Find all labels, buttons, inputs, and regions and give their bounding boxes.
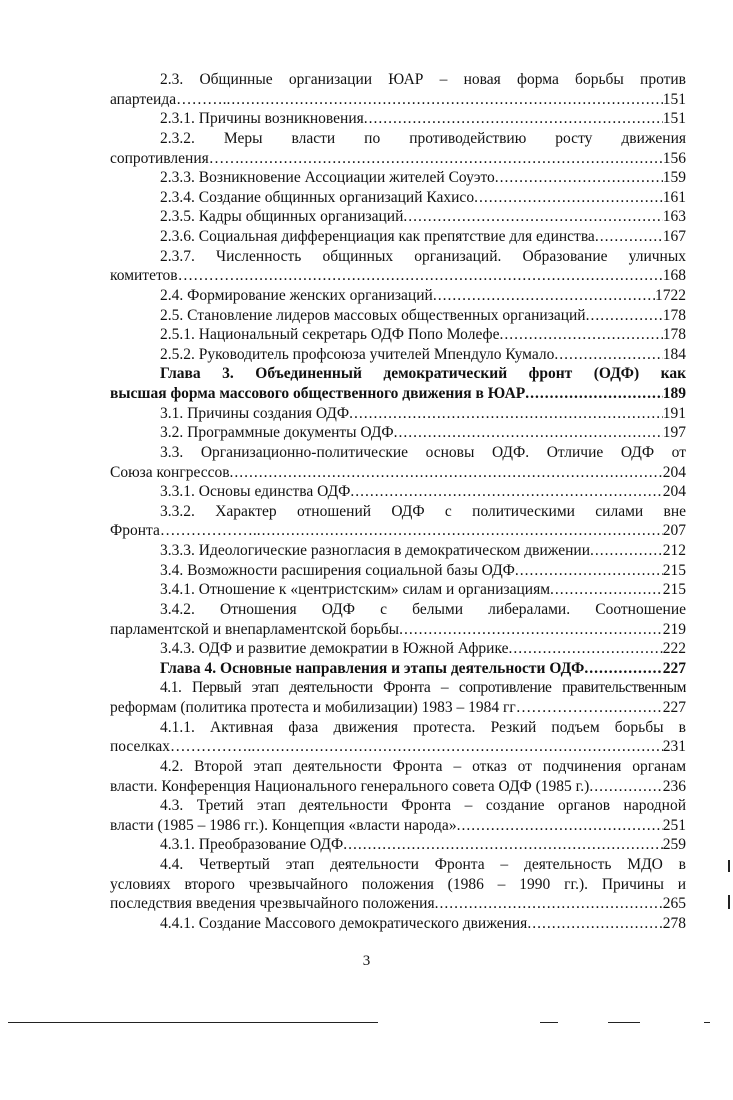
- toc-entry: [110, 580, 686, 600]
- toc-page-number: 151: [662, 90, 686, 108]
- toc-entry-last-line: [110, 149, 686, 169]
- toc-entry: [110, 659, 686, 679]
- toc-entry-last-line: [110, 777, 686, 797]
- toc-page-number: 278: [662, 914, 686, 932]
- toc-page-number: 222: [662, 640, 686, 658]
- toc-page-number: 178: [662, 326, 686, 344]
- toc-entry-title-line: 2.3.7. Численность общинных организаций. Образование уличных: [160, 247, 686, 265]
- dot-leader: [251, 737, 662, 757]
- toc-entry-title: 2.5. Становление лидеров массовых общественных организаций: [160, 306, 586, 324]
- toc-entry-title: апартеида……….: [110, 90, 227, 108]
- toc-entry-title: последствия введения чрезвычайного положения: [110, 895, 435, 913]
- toc-entry-last-line: [110, 168, 686, 188]
- toc-entry-last-line: [110, 345, 686, 365]
- toc-entry-last-line: [110, 914, 686, 934]
- toc-entry: [110, 835, 686, 855]
- dot-leader: [349, 404, 663, 424]
- dot-leader: [457, 816, 663, 836]
- toc-entry-title: 2.3.5. Кадры общинных организаций: [160, 208, 404, 226]
- toc-entry: [110, 325, 686, 345]
- toc-entry-title: Союза конгрессов: [110, 463, 230, 481]
- toc-entry-title: комитетов…………: [110, 267, 240, 285]
- dot-leader: [394, 423, 663, 443]
- toc-entry-last-line: [110, 423, 686, 443]
- toc-entry-title: Глава 4. Основные направления и этапы деятельности ОДФ: [160, 659, 585, 677]
- dot-leader: [227, 90, 663, 110]
- dot-leader: [525, 384, 663, 404]
- toc-entry: [110, 247, 686, 286]
- toc-entry-last-line: [110, 816, 686, 836]
- toc-entry: [110, 600, 686, 639]
- scan-artifact-mark: [540, 1022, 558, 1023]
- toc-entry-title-line: 3.3.2. Характер отношений ОДФ с политическими силами вне: [160, 502, 686, 520]
- toc-entry-last-line: [110, 620, 686, 640]
- toc-entry: [110, 561, 686, 581]
- page-number: 3: [362, 953, 371, 969]
- dot-leader: [527, 914, 662, 934]
- toc-entry-title: 2.3.6. Социальная дифференциация как препятствие для единства: [160, 228, 595, 245]
- dot-leader: [350, 482, 662, 502]
- toc-entry-title: сопротивления……: [110, 149, 240, 167]
- toc-page-number: 251: [662, 816, 686, 834]
- toc-entry-title-line: 4.1. Первый этап деятельности Фронта – сопротивление правительственным: [160, 679, 686, 697]
- toc-entry-title-line: 4.2. Второй этап деятельности Фронта – отказ от подчинения органам: [160, 757, 686, 775]
- dot-leader: [589, 777, 662, 797]
- toc-page-number: 163: [662, 208, 686, 226]
- toc-entry: [110, 168, 686, 188]
- toc-entry: [110, 109, 686, 129]
- toc-entry-title-line: 4.3. Третий этап деятельности Фронта – создание органов народной: [160, 797, 686, 815]
- toc-entry-title: реформам (политика протеста и мобилизации) 1983 – 1984 гг………………: [110, 699, 609, 716]
- toc-entry-last-line: [110, 306, 686, 326]
- dot-leader: [495, 168, 663, 188]
- toc-entry-title: 3.4.3. ОДФ и развитие демократии в Южной Африке: [160, 640, 509, 658]
- toc-entry: [110, 70, 686, 109]
- dot-leader: [515, 561, 663, 581]
- toc-entry-title: 3.4. Возможности расширения социальной базы ОДФ: [160, 561, 515, 579]
- toc-entry-title: парламентской и внепарламентской борьбы: [110, 620, 400, 638]
- toc-entry-title-line: 4.4. Четвертый этап деятельности Фронта – деятельность МДО в: [160, 856, 686, 873]
- toc-entry: [110, 286, 686, 306]
- toc-entry-last-line: [110, 384, 686, 404]
- toc-entry-last-line: [110, 521, 686, 541]
- toc-entry: [110, 541, 686, 561]
- toc-entry-title: 4.3.1. Преобразование ОДФ: [160, 836, 344, 854]
- toc-entry-last-line: [110, 188, 686, 208]
- toc-page-number: 231: [662, 738, 686, 756]
- toc-page-number: 197: [662, 424, 686, 442]
- dot-leader: [230, 463, 663, 483]
- toc-page-number: 151: [662, 110, 686, 128]
- toc-page-number: 236: [662, 777, 686, 795]
- toc-page-number: 259: [662, 836, 686, 854]
- toc-entry: [110, 443, 686, 482]
- dot-leader: [240, 149, 663, 169]
- toc-entry-title: 3.3.1. Основы единства ОДФ: [160, 483, 351, 501]
- dot-leader: [595, 227, 663, 247]
- toc-entry-title: 2.3.4. Создание общинных организаций Кахисо: [160, 188, 475, 206]
- table-of-contents: [110, 70, 686, 934]
- dot-leader: [609, 698, 663, 718]
- toc-entry: [110, 188, 686, 208]
- toc-entry-title: 3.4.1. Отношение к «центристским» силам и организациям: [160, 581, 551, 599]
- toc-page-number: 215: [662, 561, 686, 579]
- toc-entry-last-line: [110, 482, 686, 502]
- dot-leader: [240, 266, 663, 286]
- scan-artifact-mark: [728, 860, 730, 872]
- toc-entry-last-line: [110, 561, 686, 581]
- toc-entry-title: 4.4.1. Создание Массового демократического движения: [160, 914, 528, 932]
- toc-entry-title-line: Глава 3. Объединенный демократический фронт (ОДФ) как: [160, 365, 686, 383]
- dot-leader: [509, 639, 663, 659]
- toc-entry-title: власти. Конференция Национального генерального совета ОДФ (1985 г.): [110, 777, 590, 795]
- toc-page-number: 156: [662, 149, 686, 167]
- toc-entry-title-line: условиях второго чрезвычайного положения (1986 – 1990 гг.). Причины и: [110, 875, 686, 893]
- toc-page-number: 265: [662, 895, 686, 913]
- toc-entry-last-line: [110, 207, 686, 227]
- toc-entry-title: 3.1. Причины создания ОДФ: [160, 404, 350, 422]
- toc-entry: [110, 345, 686, 365]
- dot-leader: [586, 306, 663, 326]
- toc-entry: [110, 796, 686, 835]
- toc-entry: [110, 718, 686, 757]
- toc-entry-last-line: [110, 266, 686, 286]
- toc-entry: [110, 914, 686, 934]
- toc-entry: [110, 757, 686, 796]
- toc-page-number: 204: [662, 463, 686, 481]
- toc-entry: [110, 502, 686, 541]
- toc-entry-title-line: 3.4.2. Отношения ОДФ с белыми либералами. Соотношение: [160, 600, 686, 618]
- toc-entry-last-line: [110, 659, 686, 679]
- toc-entry: [110, 855, 686, 914]
- toc-entry-title: 2.3.1. Причины возникновения: [160, 110, 364, 128]
- toc-entry-title: поселках…………….: [110, 738, 252, 756]
- toc-entry-last-line: [110, 541, 686, 561]
- dot-leader: [550, 580, 663, 600]
- toc-page-number: 184: [662, 345, 686, 363]
- toc-entry-title-line: 2.3.2. Меры власти по противодействию росту движения: [160, 129, 686, 147]
- dot-leader: [474, 188, 663, 208]
- toc-entry: [110, 482, 686, 502]
- toc-entry: [110, 364, 686, 403]
- toc-entry: [110, 639, 686, 659]
- toc-page-number: 204: [662, 483, 686, 501]
- toc-entry-title: 3.2. Программные документы ОДФ: [160, 424, 394, 442]
- toc-page-number: 167: [662, 228, 686, 245]
- dot-leader: [364, 109, 663, 129]
- toc-entry-last-line: [110, 835, 686, 855]
- dot-leader: [257, 521, 663, 541]
- toc-page-number: 191: [662, 404, 686, 422]
- toc-entry-title: 2.4. Формирование женских организаций: [160, 286, 433, 304]
- toc-entry-last-line: [110, 737, 686, 757]
- toc-entry-title: 2.5.2. Руководитель профсоюза учителей Мпендуло Кумало: [160, 345, 555, 363]
- toc-entry-last-line: [110, 463, 686, 483]
- toc-page-number: 1722: [655, 286, 686, 304]
- toc-page-number: 227: [662, 659, 686, 677]
- toc-entry-last-line: [110, 894, 686, 914]
- toc-page-number: 178: [662, 306, 686, 324]
- toc-entry: [110, 129, 686, 168]
- dot-leader: [554, 345, 662, 365]
- toc-entry-last-line: [110, 109, 686, 129]
- dot-leader: [343, 835, 663, 855]
- toc-entry-title-line: 2.3. Общинные организации ЮАР – новая форма борьбы против: [160, 71, 686, 88]
- toc-entry-last-line: [110, 698, 686, 718]
- toc-entry: [110, 306, 686, 326]
- toc-entry-title: 2.5.1. Национальный секретарь ОДФ Попо Молефе: [160, 326, 500, 344]
- toc-page-number: 161: [662, 188, 686, 206]
- toc-entry: [110, 678, 686, 717]
- dot-leader: [584, 659, 662, 679]
- toc-entry-title: 3.3.3. Идеологические разногласия в демократическом движении: [160, 542, 591, 559]
- toc-entry-last-line: [110, 404, 686, 424]
- dot-leader: [499, 325, 662, 345]
- toc-page-number: 219: [662, 620, 686, 638]
- toc-entry-last-line: [110, 639, 686, 659]
- toc-entry: [110, 404, 686, 424]
- toc-page-number: 159: [662, 169, 686, 187]
- toc-page-number: 215: [662, 581, 686, 599]
- toc-entry-last-line: [110, 227, 686, 247]
- scan-artifact-mark: [608, 1022, 640, 1023]
- toc-page-number: 189: [662, 385, 686, 402]
- dot-leader: [433, 286, 655, 306]
- toc-page-number: 212: [662, 542, 686, 559]
- toc-entry-title: власти (1985 – 1986 гг.). Концепция «власти народа»: [110, 816, 457, 834]
- dot-leader: [590, 541, 663, 561]
- scan-artifact-mark: [704, 1022, 710, 1023]
- toc-entry: [110, 423, 686, 443]
- toc-page-number: 168: [662, 267, 686, 285]
- scan-artifact-mark: [728, 895, 730, 909]
- toc-entry-title-line: 4.1.1. Активная фаза движения протеста. Резкий подъем борьбы в: [160, 718, 686, 736]
- toc-entry-last-line: [110, 580, 686, 600]
- toc-entry-title: высшая форма массового общественного движения в ЮАР: [110, 385, 526, 402]
- dot-leader: [403, 207, 662, 227]
- toc-entry-title: Фронта……………….: [110, 522, 257, 540]
- toc-entry-last-line: [110, 90, 686, 110]
- toc-entry-title: 2.3.3. Возникновение Ассоциации жителей Соуэто: [160, 169, 495, 187]
- toc-entry: [110, 207, 686, 227]
- toc-page-number: 227: [662, 699, 686, 716]
- toc-page-number: 207: [662, 522, 686, 540]
- toc-entry-last-line: [110, 286, 686, 306]
- toc-entry-last-line: [110, 325, 686, 345]
- dot-leader: [399, 620, 663, 640]
- dot-leader: [435, 894, 663, 914]
- toc-entry: [110, 227, 686, 247]
- toc-entry-title-line: 3.3. Организационно-политические основы ОДФ. Отличие ОДФ от: [160, 443, 686, 461]
- scan-artifact-line: [8, 1022, 378, 1023]
